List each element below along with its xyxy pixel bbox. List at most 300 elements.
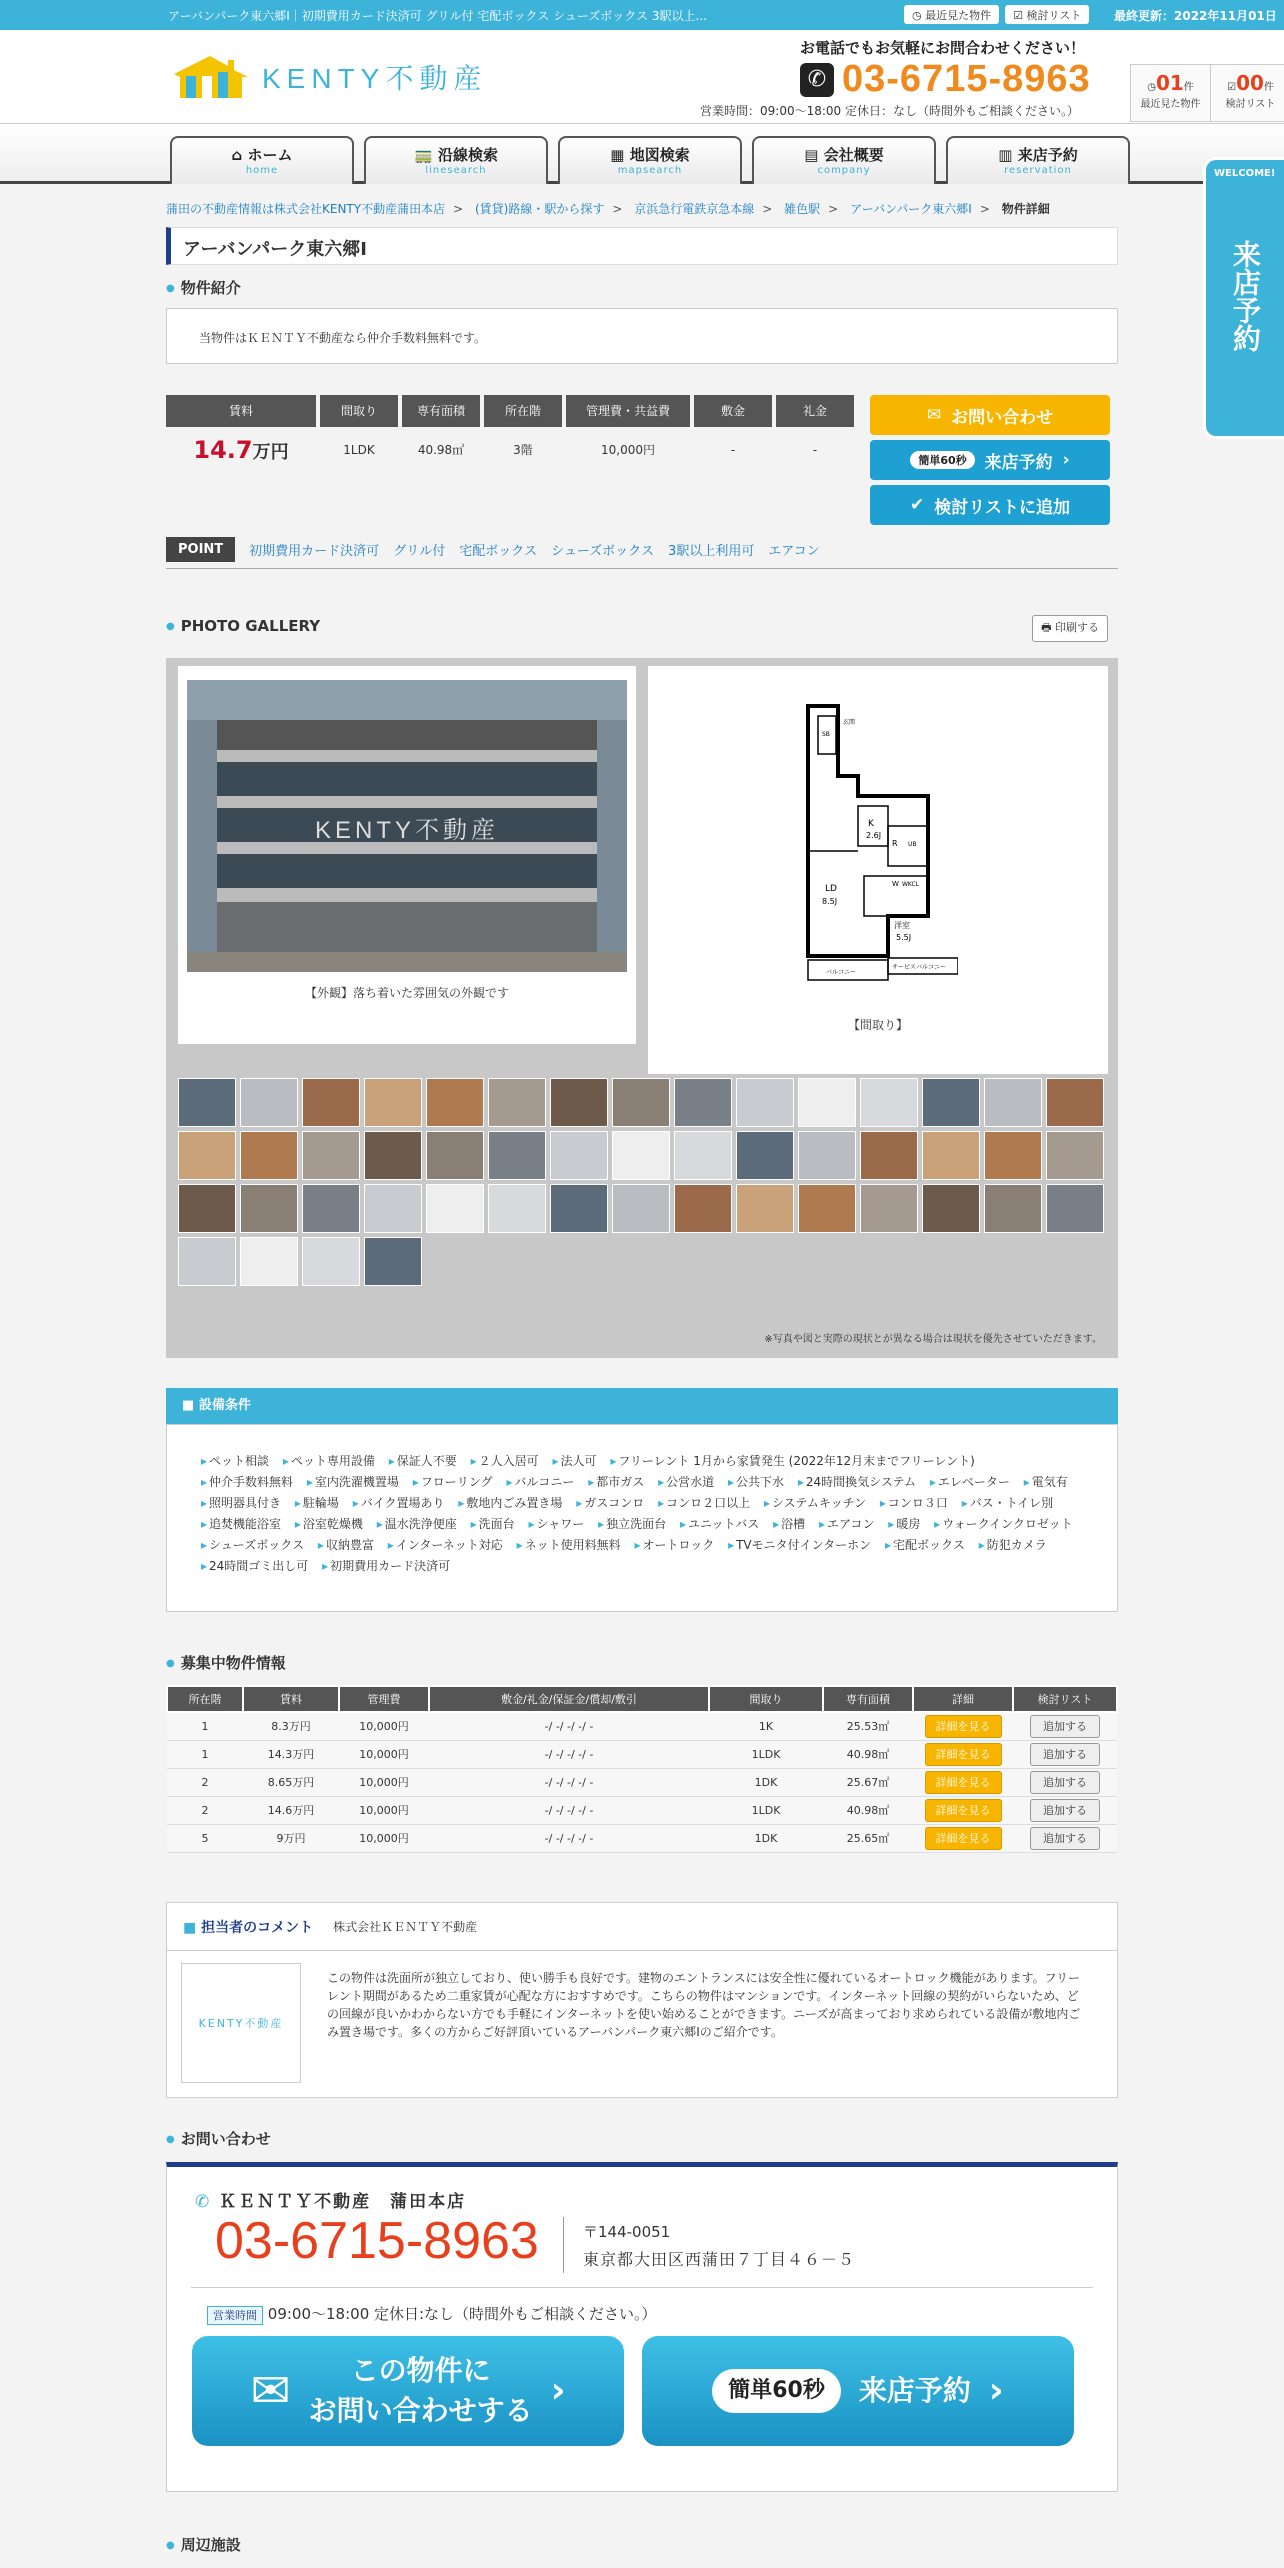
equipment-item: ▸ ウォークインクロゼット xyxy=(934,1517,1072,1531)
equipment-item: ▸ 公共下水 xyxy=(728,1475,784,1489)
visit-label: 来店予約 xyxy=(858,2374,971,2407)
vacancy-cell: 1DK xyxy=(709,1824,823,1852)
vacancy-cell: 40.98㎡ xyxy=(823,1740,913,1768)
gallery-thumbnail[interactable] xyxy=(984,1184,1042,1233)
phone-icon: ✆ xyxy=(800,63,834,97)
gallery-thumbnail[interactable] xyxy=(550,1131,608,1180)
contact-address: 東京都大田区西蒲田７丁目４６－５ xyxy=(583,2250,856,2269)
price-header: 賃料 xyxy=(166,395,316,427)
vacancy-col-header: 詳細 xyxy=(913,1686,1013,1712)
equipment-item: ▸ 24時間換気システム xyxy=(798,1475,916,1489)
vacancy-cell: 10,000円 xyxy=(339,1796,429,1824)
fp-label: 5.5J xyxy=(896,933,912,942)
equipment-item: ▸ バス・トイレ別 xyxy=(962,1496,1053,1510)
gallery-thumbnail[interactable] xyxy=(736,1078,794,1127)
business-hours: 営業時間：09:00～18:00 定休日：なし（時間外もご相談ください。） xyxy=(700,104,1079,118)
breadcrumb-item[interactable]: 蒲田の不動産情報は株式会社KENTY不動産蒲田本店 xyxy=(166,202,446,216)
tel-number: 03-6715-8963 xyxy=(842,58,1091,100)
intro-section xyxy=(166,277,1118,364)
site-tagline: アーバンパーク東六郷Ⅰ｜初期費用カード決済可 グリル付 宅配ボックス シューズボックス 3駅以上... xyxy=(168,9,707,23)
detail-button[interactable]: 詳細を見る xyxy=(925,1827,1002,1850)
staff-logo: KENTY不動産 xyxy=(181,1963,301,2083)
inquiry-line2: お問い合わせする xyxy=(308,2394,533,2427)
comment-heading: 担当者のコメント xyxy=(201,1919,314,1936)
vacancy-row xyxy=(167,1796,1117,1824)
print-label: 印刷する xyxy=(1055,621,1099,634)
vacancy-cell: 9万円 xyxy=(243,1824,339,1852)
nav-reservation[interactable] xyxy=(946,136,1130,184)
fp-label: LD xyxy=(825,884,837,894)
point-item[interactable]: シューズボックス xyxy=(551,544,655,559)
equipment-section xyxy=(166,1388,1118,1612)
contact-heading-wrap xyxy=(166,2128,1118,2149)
nav-sub: mapsearch xyxy=(617,165,683,176)
list-button[interactable] xyxy=(1005,5,1089,24)
vacancy-cell: -/ -/ -/ -/ - xyxy=(429,1712,709,1740)
gallery-thumbnail[interactable] xyxy=(736,1131,794,1180)
fp-label: WKCL xyxy=(902,881,920,888)
equipment-item: ▸ 宅配ボックス xyxy=(885,1538,965,1552)
recent-button[interactable] xyxy=(904,5,999,24)
gallery-thumbnail[interactable] xyxy=(240,1237,298,1286)
breadcrumb-item[interactable]: 京浜急行電鉄京急本線 xyxy=(634,202,755,216)
vacancy-cell: 10,000円 xyxy=(339,1740,429,1768)
intro-text: 当物件はＫＥＮＴＹ不動産なら仲介手数料無料です。 xyxy=(166,308,1118,364)
equipment-item: ▸ 浴室乾燥機 xyxy=(295,1517,363,1531)
gallery-thumbnail[interactable] xyxy=(240,1078,298,1127)
detail-button[interactable]: 詳細を見る xyxy=(925,1799,1002,1822)
equipment-heading: 設備条件 xyxy=(198,1398,251,1413)
gallery-thumbnail[interactable] xyxy=(302,1131,360,1180)
vacancy-cell: 25.65㎡ xyxy=(823,1824,913,1852)
equipment-item: ▸ 室内洗濯機置場 xyxy=(307,1475,399,1489)
nav-sub: home xyxy=(245,165,279,176)
price-header: 礼金 xyxy=(776,395,854,427)
fp-label: SB xyxy=(822,731,830,738)
gallery-thumbnail[interactable] xyxy=(860,1131,918,1180)
gallery-thumbnail[interactable] xyxy=(488,1131,546,1180)
fp-label: K xyxy=(868,819,874,829)
equipment-item: ▸ コンロ２口以上 xyxy=(658,1496,750,1510)
vacancy-heading: ● 募集中物件情報 xyxy=(166,1652,1118,1673)
contact-inquiry-button[interactable] xyxy=(192,2336,624,2446)
price-header: 間取り xyxy=(320,395,398,427)
gallery-thumbnail[interactable] xyxy=(488,1184,546,1233)
visit-reservation-banner[interactable] xyxy=(1206,160,1284,436)
vacancy-row xyxy=(167,1824,1117,1852)
counters xyxy=(1130,64,1284,122)
inquiry-label: お問い合わせ xyxy=(951,407,1054,428)
fp-label: 2.6J xyxy=(866,831,882,840)
contact-visit-button[interactable] xyxy=(642,2336,1074,2446)
header xyxy=(0,30,1284,124)
gallery-thumbnail[interactable] xyxy=(1046,1078,1104,1127)
main-nav xyxy=(0,124,1284,184)
vacancy-cell: 1LDK xyxy=(709,1796,823,1824)
tel-lead: お電話でもお気軽にお問合わせください！ xyxy=(800,39,1086,57)
gallery-thumbnail[interactable] xyxy=(302,1078,360,1127)
gallery-thumbnail[interactable] xyxy=(178,1184,236,1233)
key-money-value: - xyxy=(812,443,818,457)
gallery-thumbnail[interactable] xyxy=(860,1184,918,1233)
visit-badge: 簡単60秒 xyxy=(712,2369,841,2413)
floorplan-photo[interactable] xyxy=(648,666,1108,1074)
add-list-button[interactable]: 追加する xyxy=(1030,1771,1100,1794)
gallery-thumbnail[interactable] xyxy=(922,1184,980,1233)
equipment-header xyxy=(166,1388,1118,1424)
gallery-thumbnail[interactable] xyxy=(1046,1131,1104,1180)
gallery-thumbnail[interactable] xyxy=(922,1078,980,1127)
visit-label: 来店予約 xyxy=(984,452,1053,473)
gallery-thumbnail[interactable] xyxy=(178,1237,236,1286)
price-table xyxy=(166,395,854,525)
thumbnail-grid xyxy=(178,1078,1108,1286)
intro-heading: ● 物件紹介 xyxy=(166,277,1118,298)
chevron-right-icon: › xyxy=(550,2370,566,2411)
vacancy-section xyxy=(166,1652,1118,1853)
shop-name xyxy=(195,2187,466,2212)
visit-badge: 簡単60秒 xyxy=(910,451,974,469)
gallery-thumbnail[interactable] xyxy=(1046,1184,1104,1233)
chevron-right-icon: › xyxy=(1062,450,1070,470)
point-item[interactable]: 初期費用カード決済可 xyxy=(249,544,380,559)
equipment-item: ▸ 収納豊富 xyxy=(318,1538,374,1552)
gallery-heading: ● PHOTO GALLERY xyxy=(166,617,320,635)
gallery-thumbnail[interactable] xyxy=(364,1237,422,1286)
vacancy-col-header: 所在階 xyxy=(167,1686,243,1712)
vacancy-cell: 10,000円 xyxy=(339,1712,429,1740)
print-button[interactable] xyxy=(1032,615,1108,642)
gallery-thumbnail[interactable] xyxy=(178,1078,236,1127)
equipment-item: ▸ オートロック xyxy=(634,1538,714,1552)
vacancy-cell: 5 xyxy=(167,1824,243,1852)
gallery-thumbnail[interactable] xyxy=(984,1131,1042,1180)
contact-tel[interactable]: 03-6715-8963 xyxy=(215,2212,539,2270)
equipment-item: ▸ 温水洗浄便座 xyxy=(377,1517,457,1531)
detail-button[interactable]: 詳細を見る xyxy=(925,1743,1002,1766)
nearby-heading: ● 周辺施設 xyxy=(166,2534,1118,2555)
nav-sub: company xyxy=(817,165,871,176)
train-icon: 🚃 xyxy=(414,146,433,164)
hours-text: 09:00～18:00 定休日:なし（時間外もご相談ください。） xyxy=(267,2305,657,2323)
point-bar xyxy=(166,537,1118,569)
detail-button[interactable]: 詳細を見る xyxy=(925,1715,1002,1738)
equipment-item: ▸ 電気有 xyxy=(1024,1475,1068,1489)
equipment-item: ▸ 防犯カメラ xyxy=(979,1538,1047,1552)
vacancy-cell: 8.65万円 xyxy=(243,1768,339,1796)
equipment-item: ▸ シューズボックス xyxy=(201,1538,304,1552)
mail-icon: ✉ xyxy=(926,405,942,425)
gallery-thumbnail[interactable] xyxy=(674,1184,732,1233)
check-icon: ☑ xyxy=(1227,82,1237,93)
nav-linesearch[interactable] xyxy=(364,136,548,184)
tel-block[interactable] xyxy=(800,58,1091,101)
visit-button[interactable] xyxy=(870,440,1110,480)
price-header: 専有面積 xyxy=(402,395,480,427)
vacancy-cell: 1K xyxy=(709,1712,823,1740)
equipment-item: ▸ 初期費用カード決済可 xyxy=(322,1559,450,1573)
gallery-thumbnail[interactable] xyxy=(860,1078,918,1127)
checkmark-icon: ✔ xyxy=(910,495,925,515)
price-header: 所在階 xyxy=(484,395,562,427)
breadcrumb-current: 物件詳細 xyxy=(1001,202,1050,216)
price-header: 敷金 xyxy=(694,395,772,427)
equipment-item: ▸ エアコン xyxy=(819,1517,874,1531)
list-counter[interactable] xyxy=(1211,65,1284,121)
gallery-thumbnail[interactable] xyxy=(612,1131,670,1180)
floorplan-image xyxy=(798,676,958,1016)
floor-value: 3階 xyxy=(513,443,533,457)
price-header: 管理費・共益費 xyxy=(566,395,690,427)
add-list-button[interactable]: 追加する xyxy=(1030,1799,1100,1822)
equipment-item: ▸ ペット相談 xyxy=(201,1454,269,1468)
vacancy-cell: 14.3万円 xyxy=(243,1740,339,1768)
equipment-item: ▸ システムキッチン xyxy=(764,1496,866,1510)
check-icon: ☑ xyxy=(1013,9,1023,22)
map-icon: ▦ xyxy=(610,146,625,164)
document-icon: ▤ xyxy=(804,146,819,164)
equipment-item: ▸ フリーレント 1月から家賃発生 (2022年12月末までフリーレント) xyxy=(610,1454,974,1468)
gallery-thumbnail[interactable] xyxy=(798,1131,856,1180)
calendar-icon: ▥ xyxy=(998,146,1013,164)
fp-label: W xyxy=(892,880,899,888)
nav-mapsearch[interactable] xyxy=(558,136,742,184)
banner-text: 来店予約 xyxy=(1229,240,1262,352)
equipment-item: ▸ コンロ３口 xyxy=(880,1496,948,1510)
photo-watermark: KENTY不動産 xyxy=(314,817,500,844)
equipment-item: ▸ 都市ガス xyxy=(588,1475,644,1489)
gallery-thumbnail[interactable] xyxy=(240,1184,298,1233)
gallery-thumbnail[interactable] xyxy=(240,1131,298,1180)
gallery-thumbnail[interactable] xyxy=(426,1131,484,1180)
main-photo[interactable] xyxy=(178,666,636,1044)
vacancy-cell: 25.67㎡ xyxy=(823,1768,913,1796)
contact-zip: 〒144-0051 xyxy=(583,2223,671,2241)
square-icon: ■ xyxy=(182,1398,195,1413)
gallery-note: ※写真や図と実際の現状とが異なる場合は現状を優先させていただきます。 xyxy=(764,1334,1102,1345)
vacancy-cell: 10,000円 xyxy=(339,1824,429,1852)
equipment-item: ▸ ネット使用料無料 xyxy=(517,1538,621,1552)
gallery-thumbnail[interactable] xyxy=(488,1078,546,1127)
add-list-button[interactable]: 追加する xyxy=(1030,1743,1100,1766)
gallery-thumbnail[interactable] xyxy=(736,1184,794,1233)
area-value: 40.98㎡ xyxy=(417,443,465,457)
square-icon: ■ xyxy=(183,1919,197,1936)
gallery-thumbnail[interactable] xyxy=(922,1131,980,1180)
vacancy-col-header: 賃料 xyxy=(243,1686,339,1712)
vacancy-cell: 8.3万円 xyxy=(243,1712,339,1740)
add-list-button[interactable]: 追加する xyxy=(1030,1827,1100,1850)
equipment-item: ▸ 保証人不要 xyxy=(389,1454,457,1468)
deposit-value: - xyxy=(730,443,736,457)
price-section xyxy=(166,395,1118,525)
equipment-item: ▸ 駐輪場 xyxy=(295,1496,339,1510)
recent-counter[interactable] xyxy=(1131,65,1211,121)
rent-unit: 万円 xyxy=(252,442,289,463)
fp-label: サービスバルコニー xyxy=(892,964,947,971)
gallery-thumbnail[interactable] xyxy=(550,1184,608,1233)
vacancy-col-header: 検討リスト xyxy=(1013,1686,1117,1712)
shop-name-text: ＫＥＮＴＹ不動産 蒲田本店 xyxy=(219,2192,467,2212)
photo-caption: 【外観】落ち着いた雰囲気の外観です xyxy=(304,986,509,1000)
nav-label: 会社概要 xyxy=(823,146,884,164)
list-label: 検討リスト xyxy=(1225,99,1276,110)
equipment-item: ▸ バイク置場あり xyxy=(353,1496,445,1510)
fp-label: 8.5J xyxy=(822,897,838,906)
equipment-item: ▸ インターネット対応 xyxy=(388,1538,503,1552)
comment-section xyxy=(166,1902,1118,2098)
equipment-item: ▸ 独立洗面台 xyxy=(598,1517,666,1531)
equipment-item: ▸ 法人可 xyxy=(553,1454,597,1468)
gallery-thumbnail[interactable] xyxy=(364,1078,422,1127)
nearby-section xyxy=(166,2534,1118,2555)
layout-value: 1LDK xyxy=(343,443,375,457)
nav-home[interactable] xyxy=(170,136,354,184)
fp-label: バルコニー xyxy=(826,969,857,976)
comment-text: この物件は洗面所が独立しており、使い勝手も良好です。建物のエントランスには安全性に優れているオートロック機能があります。フリーレント期間があるため二重家賃が心配な方におすすめです。こちらの物件はマンションです。インターネット回線の契約がいらないため、どの回線が良いかわからない方でも手軽にインターネットを使い始めることができます。ニーズが高まっており求められている設備が敷地内ごみ置き場です。多くの方からご好評頂いているアーバンパーク東六郷Ⅰのご紹介です。 xyxy=(327,1971,1081,2039)
equipment-item: ▸ エレベーター xyxy=(930,1475,1010,1489)
gallery-thumbnail[interactable] xyxy=(178,1131,236,1180)
vacancy-cell: 2 xyxy=(167,1796,243,1824)
photo-gallery xyxy=(166,658,1118,1358)
inquiry-line1: この物件に xyxy=(350,2354,491,2387)
gallery-thumbnail[interactable] xyxy=(612,1078,670,1127)
nav-label: 沿線検索 xyxy=(437,146,498,164)
nav-label: ホーム xyxy=(247,146,293,164)
clock-icon: ◷ xyxy=(912,9,922,22)
recent-button-label: 最近見た物件 xyxy=(925,9,992,22)
gallery-thumbnail[interactable] xyxy=(364,1131,422,1180)
detail-button[interactable]: 詳細を見る xyxy=(925,1771,1002,1794)
gallery-header xyxy=(166,617,1118,635)
hours-label: 営業時間 xyxy=(207,2306,263,2325)
vacancy-cell: 1DK xyxy=(709,1768,823,1796)
gallery-thumbnail[interactable] xyxy=(612,1184,670,1233)
vacancy-col-header: 管理費 xyxy=(339,1686,429,1712)
point-item[interactable]: グリル付 xyxy=(393,544,446,559)
nav-label: 地図検索 xyxy=(629,146,690,164)
fp-label: UB xyxy=(908,841,917,848)
point-item[interactable]: 宅配ボックス xyxy=(459,544,538,559)
point-label: POINT xyxy=(166,537,235,562)
list-count: 00 xyxy=(1236,71,1264,95)
add-list-label: 検討リストに追加 xyxy=(934,497,1070,518)
gallery-thumbnail[interactable] xyxy=(364,1184,422,1233)
comment-company: 株式会社ＫＥＮＴＹ不動産 xyxy=(333,1920,478,1934)
gallery-thumbnail[interactable] xyxy=(426,1078,484,1127)
recent-unit: 件 xyxy=(1183,82,1194,93)
nav-sub: linesearch xyxy=(425,165,487,176)
recent-count: 01 xyxy=(1155,71,1184,95)
equipment-item: ▸ 公営水道 xyxy=(658,1475,714,1489)
vacancy-col-header: 間取り xyxy=(709,1686,823,1712)
equipment-item: ▸ バルコニー xyxy=(506,1475,574,1489)
clock-icon: ◷ xyxy=(1147,82,1156,93)
equipment-item: ▸ 追焚機能浴室 xyxy=(201,1517,281,1531)
point-item[interactable]: 3駅以上利用可 xyxy=(668,544,755,559)
vacancy-row xyxy=(167,1740,1117,1768)
logo-text: KENTY不動産 xyxy=(262,63,488,94)
equipment-item: ▸ 24時間ゴミ出し可 xyxy=(201,1559,308,1573)
fp-label: 洋室 xyxy=(894,921,910,930)
last-updated: 最終更新：2022年11月01日 xyxy=(1114,9,1277,23)
equipment-item: ▸ ２人入居可 xyxy=(471,1454,539,1468)
nav-sub: reservation xyxy=(1004,165,1072,176)
vacancy-cell: 1 xyxy=(167,1740,243,1768)
vacancy-cell: 2 xyxy=(167,1768,243,1796)
contact-hours xyxy=(207,2303,657,2324)
breadcrumb-item[interactable]: (賃貸)路線・駅から探す xyxy=(474,202,605,216)
vacancy-cell: -/ -/ -/ -/ - xyxy=(429,1768,709,1796)
vacancy-cell: 40.98㎡ xyxy=(823,1796,913,1824)
printer-icon: 🖶 xyxy=(1041,621,1052,634)
equipment-item: ▸ ユニットバス xyxy=(680,1517,759,1531)
equipment-item: ▸ 暖房 xyxy=(888,1517,920,1531)
comment-header xyxy=(167,1903,1117,1951)
vacancy-cell: 25.53㎡ xyxy=(823,1712,913,1740)
vacancy-cell: 14.6万円 xyxy=(243,1796,339,1824)
breadcrumb: 蒲田の不動産情報は株式会社KENTY不動産蒲田本店 > (賃貸)路線・駅から探す > 京浜急行電鉄京急本線 > 雑色駅 > アーバンパーク東六郷Ⅰ > 物件詳細 xyxy=(166,202,1050,216)
equipment-item: ▸ 照明器具付き xyxy=(201,1496,281,1510)
breadcrumb-item[interactable]: 雑色駅 xyxy=(784,202,821,216)
gallery-thumbnail[interactable] xyxy=(798,1078,856,1127)
rent-value: 14.7 xyxy=(193,436,253,464)
chevron-right-icon: › xyxy=(988,2370,1004,2411)
nav-company[interactable] xyxy=(752,136,936,184)
nav-label: 来店予約 xyxy=(1017,146,1078,164)
mail-icon: ✉ xyxy=(250,2363,291,2419)
phone-icon: ✆ xyxy=(195,2192,212,2212)
fee-value: 10,000円 xyxy=(601,443,655,457)
building-photo xyxy=(187,680,627,972)
equipment-item: ▸ シャワー xyxy=(529,1517,585,1531)
contact-heading: ● お問い合わせ xyxy=(166,2128,1118,2149)
gallery-thumbnail[interactable] xyxy=(302,1237,360,1286)
vacancy-cell: 1 xyxy=(167,1712,243,1740)
breadcrumb-item[interactable]: アーバンパーク東六郷Ⅰ xyxy=(850,202,972,216)
equipment-item: ▸ ペット専用設備 xyxy=(283,1454,375,1468)
top-bar xyxy=(0,0,1284,30)
gallery-thumbnail[interactable] xyxy=(550,1078,608,1127)
point-item[interactable]: エアコン xyxy=(768,544,820,559)
add-list-button[interactable]: 追加する xyxy=(1030,1715,1100,1738)
gallery-thumbnail[interactable] xyxy=(984,1078,1042,1127)
vacancy-cell: 10,000円 xyxy=(339,1768,429,1796)
recent-label: 最近見た物件 xyxy=(1140,99,1201,110)
logo-house-icon xyxy=(172,52,252,102)
inquiry-button[interactable] xyxy=(870,395,1110,435)
action-buttons xyxy=(870,395,1110,525)
floorplan-caption: 【間取り】 xyxy=(847,1018,908,1032)
vacancy-cell: -/ -/ -/ -/ - xyxy=(429,1740,709,1768)
fp-label: 玄関 xyxy=(843,719,856,726)
gallery-thumbnail[interactable] xyxy=(302,1184,360,1233)
equipment-item: ▸ 洗面台 xyxy=(471,1517,515,1531)
add-list-button[interactable] xyxy=(870,485,1110,525)
vacancy-col-header: 敷金/礼金/保証金/償却/敷引 xyxy=(429,1686,709,1712)
equipment-item: ▸ ガスコンロ xyxy=(576,1496,644,1510)
gallery-thumbnail[interactable] xyxy=(426,1184,484,1233)
list-button-label: 検討リスト xyxy=(1026,9,1082,22)
equipment-item: ▸ 浴槽 xyxy=(773,1517,805,1531)
equipment-item: ▸ TVモニタ付インターホン xyxy=(728,1538,871,1552)
vacancy-col-header: 専有面積 xyxy=(823,1686,913,1712)
gallery-thumbnail[interactable] xyxy=(798,1184,856,1233)
banner-welcome: WELCOME! xyxy=(1214,168,1276,179)
gallery-thumbnail[interactable] xyxy=(674,1131,732,1180)
gallery-thumbnail[interactable] xyxy=(674,1078,732,1127)
logo[interactable] xyxy=(172,52,487,102)
